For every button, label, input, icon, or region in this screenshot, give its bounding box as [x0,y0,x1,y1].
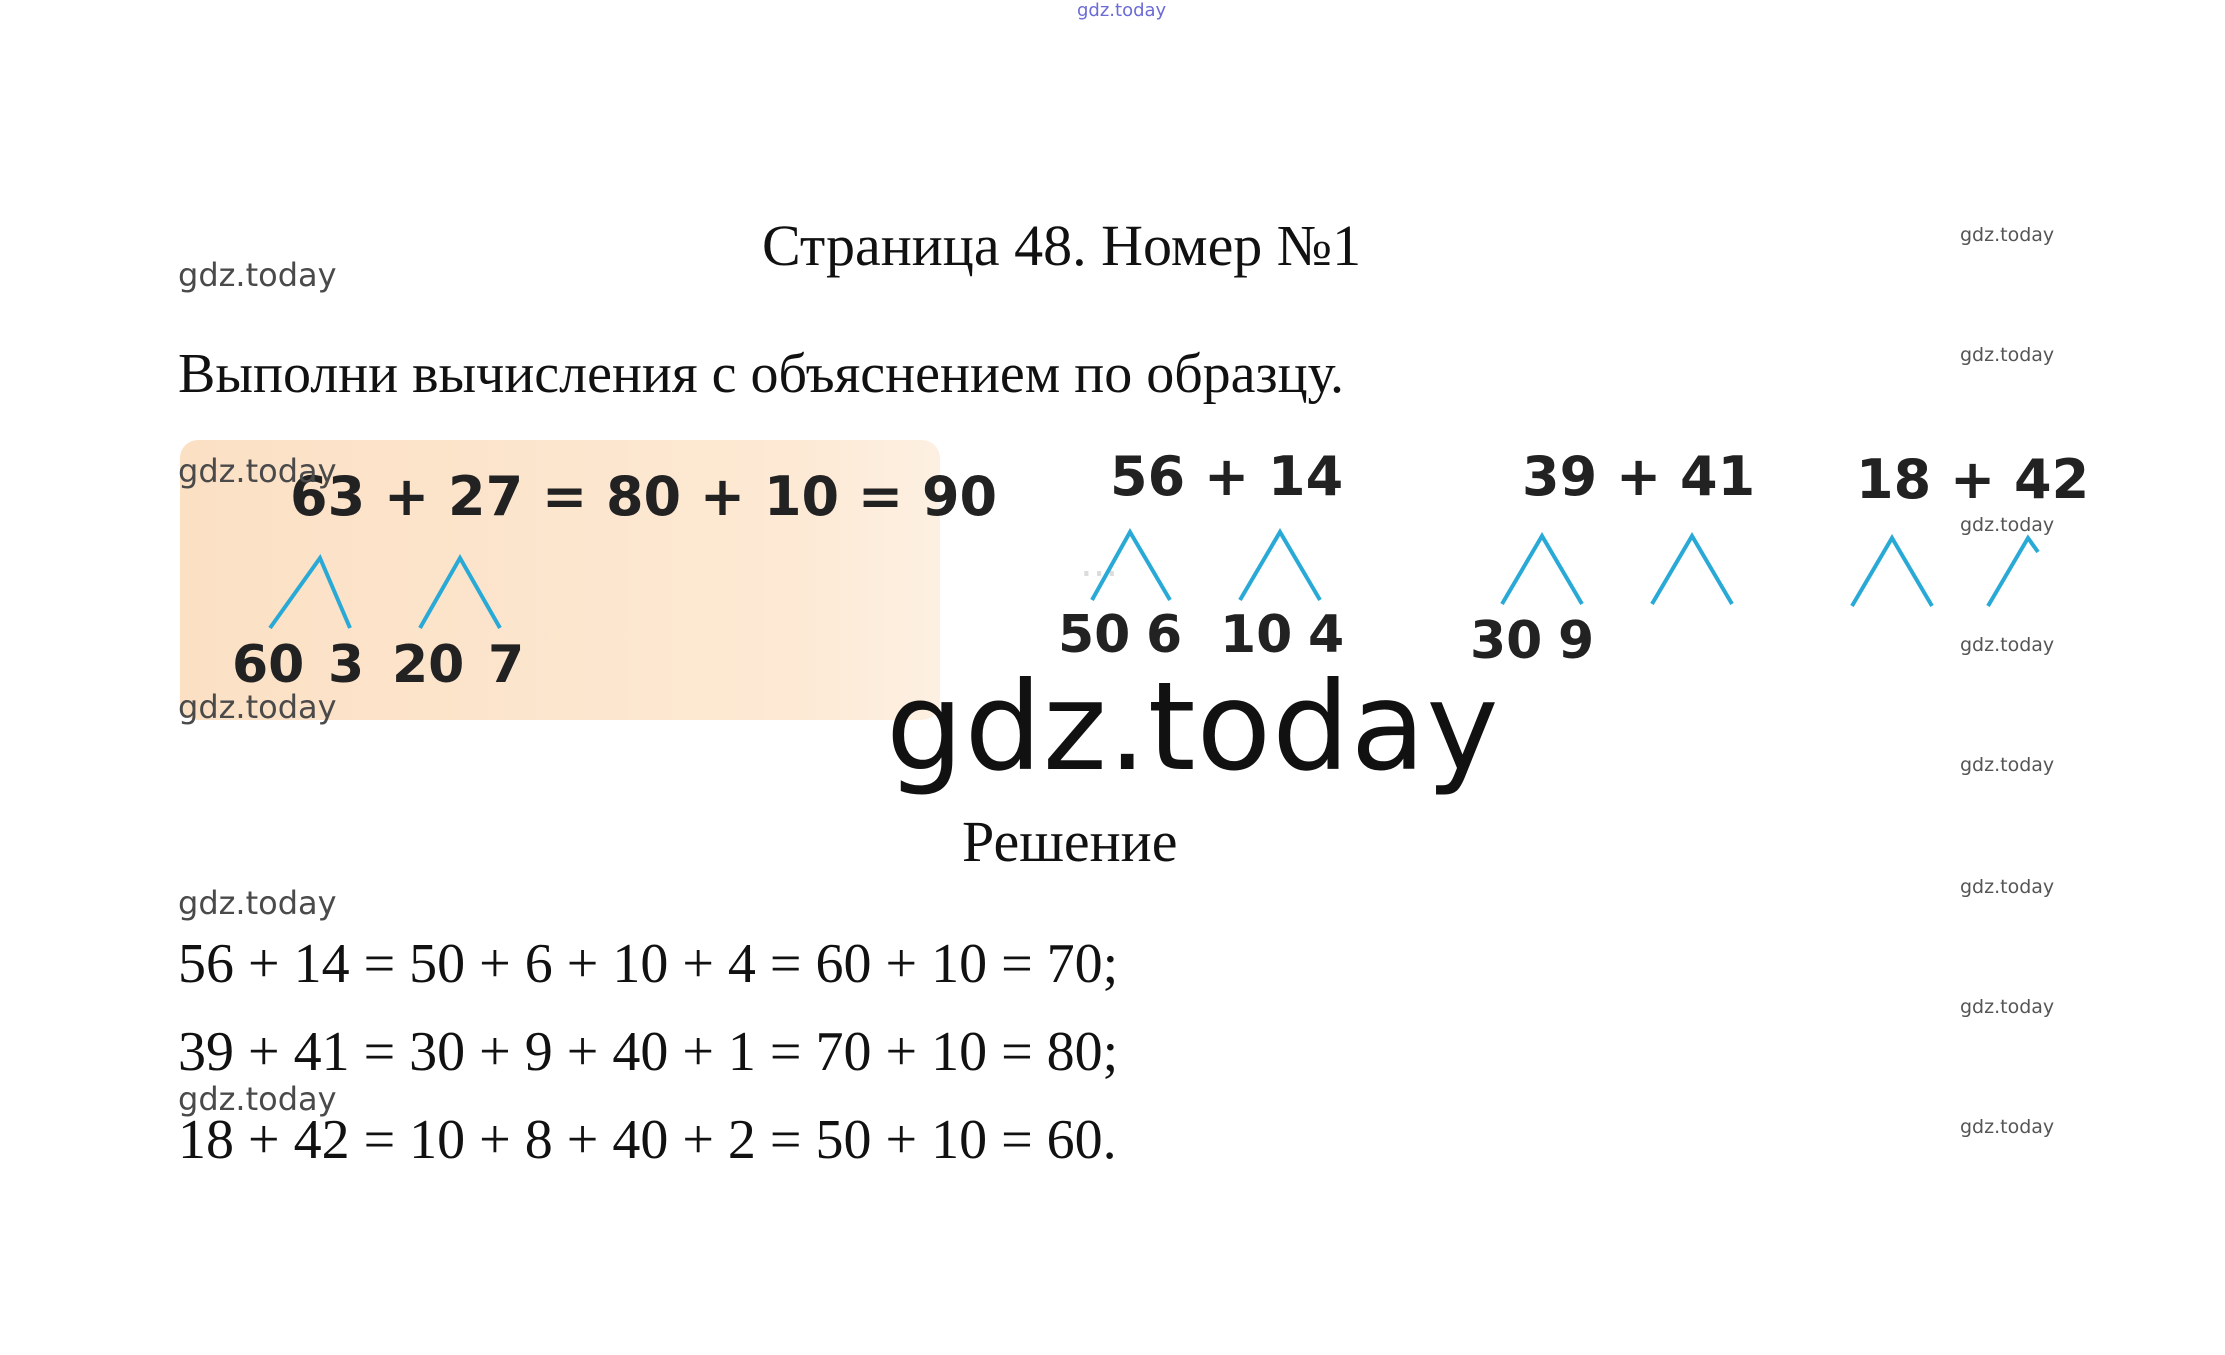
task-text: Выполни вычисления с объяснением по образцу. [178,343,1345,405]
sample-split-2b: 7 [488,635,525,695]
page-title: Страница 48. Номер №1 [762,213,1362,278]
sample-split-marks [270,558,500,628]
exercise-3-split-marks [1852,538,2038,606]
watermark-right: gdz.today [1960,1116,2055,1138]
exercise-1-expression: 56 + 14 [1110,445,1344,508]
watermark-left: gdz.today [178,884,337,922]
split-mark [270,558,350,628]
split-mark [1988,538,2038,606]
ghost-text: ... [1080,540,1119,586]
split-mark [1652,536,1732,604]
exercise-1-split-1b: 6 [1146,605,1183,665]
split-mark [1502,536,1582,604]
exercise-1-split-marks [1092,532,1320,600]
watermark-big: gdz.today [886,656,1500,798]
sample-split-2a: 20 [392,635,465,695]
split-mark [420,558,500,628]
exercise-2-split-marks [1502,536,1732,604]
exercise-2-expression: 39 + 41 [1522,445,1756,508]
solution-line-2: 39 + 41 = 30 + 9 + 40 + 1 = 70 + 10 = 80; [178,1021,1119,1083]
watermark-right: gdz.today [1960,996,2055,1018]
watermark-left: gdz.today [178,256,337,294]
split-mark [1092,532,1170,600]
watermark-left: gdz.today [178,452,337,490]
sample-expression: 63 + 27 = 80 + 10 = 90 [290,465,998,528]
watermark-right: gdz.today [1960,634,2055,656]
exercise-3-expression: 18 + 42 [1856,448,2090,511]
watermark-left: gdz.today [178,688,337,726]
exercise-1-split-2b: 4 [1308,605,1345,665]
exercise-2-split-1b: 9 [1558,611,1595,671]
solution-line-3: 18 + 42 = 10 + 8 + 40 + 2 = 50 + 10 = 60. [178,1109,1117,1171]
solution-title: Решение [962,809,1178,874]
exercise-2-split-1a: 30 [1470,611,1543,671]
sample-split-1b: 3 [328,635,365,695]
watermark-right: gdz.today [1960,514,2055,536]
watermark-left: gdz.today [178,1080,337,1118]
split-mark [1240,532,1320,600]
exercise-1-split-2a: 10 [1220,605,1293,665]
watermark-right: gdz.today [1960,876,2055,898]
solution-line-1: 56 + 14 = 50 + 6 + 10 + 4 = 60 + 10 = 70; [178,933,1119,995]
split-mark [1852,538,1932,606]
watermark-right: gdz.today [1960,754,2055,776]
watermark-right: gdz.today [1960,224,2055,246]
exercise-1-split-1a: 50 [1058,605,1131,665]
sample-split-1a: 60 [232,635,305,695]
watermark-top: gdz.today [1077,0,1167,21]
watermark-right: gdz.today [1960,344,2055,366]
